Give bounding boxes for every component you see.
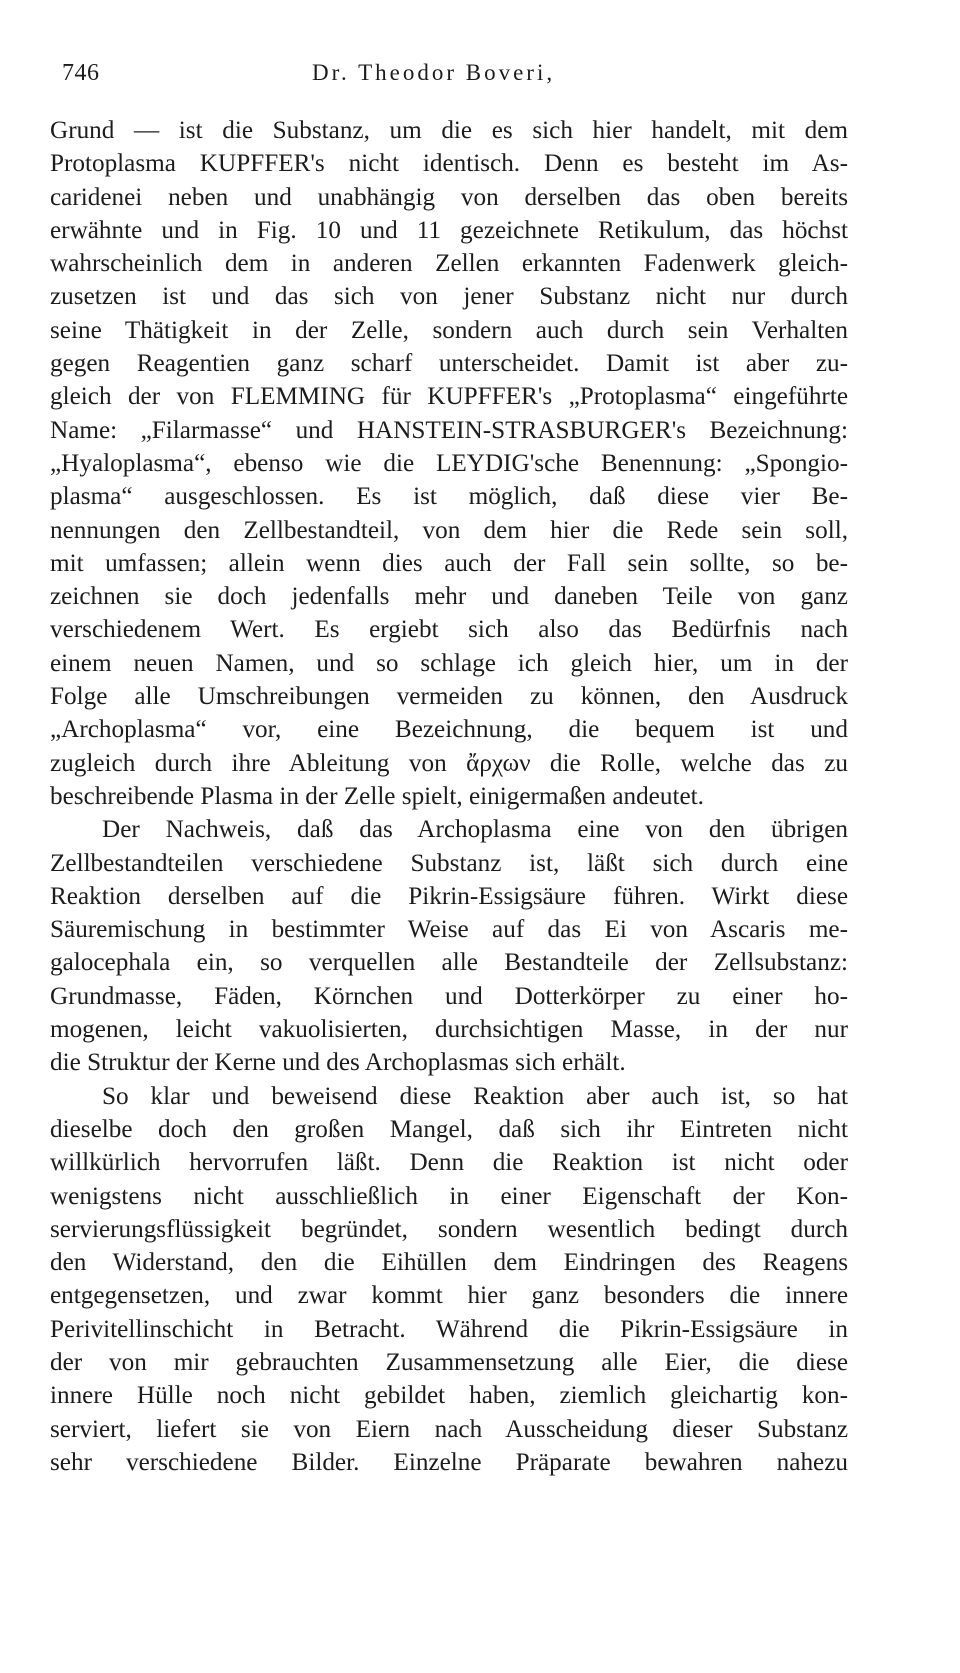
text-line: seine Thätigkeit in der Zelle, sondern auch durch sein Verhalten (50, 316, 848, 344)
text-line: plasma“ ausgeschlossen. Es ist möglich, daß diese vier Be- (50, 483, 848, 511)
running-title: Dr. Theodor Boveri, (312, 60, 556, 85)
text-line: Der Nachweis, daß das Archoplasma eine von den übrigen (102, 816, 848, 844)
text-line: serviert, liefert sie von Eiern nach Ausscheidung dieser Substanz (50, 1415, 848, 1443)
text-line: gleich der von FLEMMING für KUPFFER's „Protoplasma“ eingeführte (50, 383, 848, 411)
text-line: beschreibende Plasma in der Zelle spielt, einigermaßen andeutet. (50, 782, 704, 810)
text-line: Name: „Filarmasse“ und HANSTEIN-STRASBURGER's Bezeichnung: (50, 416, 848, 444)
text-line: zeichnen sie doch jedenfalls mehr und daneben Teile von ganz (50, 583, 848, 611)
text-line: willkürlich hervorrufen läßt. Denn die Reaktion ist nicht oder (50, 1149, 848, 1177)
text-line: der von mir gebrauchten Zusammensetzung alle Eier, die diese (50, 1348, 848, 1376)
text-line: galocephala ein, so verquellen alle Bestandteile der Zellsubstanz: (50, 949, 848, 977)
text-line: erwähnte und in Fig. 10 und 11 gezeichnete Retikulum, das höchst (50, 216, 848, 244)
text-line: den Widerstand, den die Eihüllen dem Eindringen des Reagens (50, 1249, 848, 1277)
text-line: „Hyaloplasma“, ebenso wie die LEYDIG'sche Benennung: „Spongio- (50, 449, 848, 477)
text-line: wenigstens nicht ausschließlich in einer Eigenschaft der Kon- (50, 1182, 848, 1210)
text-line: Reaktion derselben auf die Pikrin-Essigsäure führen. Wirkt diese (50, 882, 848, 910)
text-line: mit umfassen; allein wenn dies auch der Fall sein sollte, so be- (50, 549, 848, 577)
text-line: Säuremischung in bestimmter Weise auf das Ei von Ascaris me- (50, 916, 848, 944)
text-line: Grund — ist die Substanz, um die es sich hier handelt, mit dem (50, 117, 848, 144)
text-line: wahrscheinlich dem in anderen Zellen erkannten Fadenwerk gleich- (50, 250, 848, 278)
text-line: sehr verschiedene Bilder. Einzelne Präparate bewahren nahezu (50, 1448, 848, 1476)
text-line: Folge alle Umschreibungen vermeiden zu können, den Ausdruck (50, 683, 848, 711)
text-line: gegen Reagentien ganz scharf unterscheidet. Damit ist aber zu- (50, 350, 848, 378)
body-text (50, 114, 848, 1479)
text-line: die Struktur der Kerne und des Archoplasmas sich erhält. (50, 1049, 626, 1077)
text-line: dieselbe doch den großen Mangel, daß sich ihr Eintreten nicht (50, 1115, 848, 1143)
page-number: 746 (62, 60, 100, 86)
text-line: entgegensetzen, und zwar kommt hier ganz besonders die innere (50, 1282, 848, 1310)
text-line: mogenen, leicht vakuolisierten, durchsichtigen Masse, in der nur (50, 1016, 848, 1044)
text-line: zugleich durch ihre Ableitung von ἄρχων die Rolle, welche das zu (50, 749, 848, 777)
text-line: innere Hülle noch nicht gebildet haben, ziemlich gleichartig kon- (50, 1382, 848, 1410)
text-line: Perivitellinschicht in Betracht. Während die Pikrin-Essigsäure in (50, 1315, 848, 1343)
text-line: verschiedenem Wert. Es ergiebt sich also das Bedürfnis nach (50, 616, 848, 644)
text-line: nennungen den Zellbestandteil, von dem hier die Rede sein soll, (50, 516, 848, 544)
text-line: Zellbestandteilen verschiedene Substanz ist, läßt sich durch eine (50, 849, 848, 877)
text-line: Protoplasma KUPFFER's nicht identisch. Denn es besteht im As- (50, 150, 848, 178)
text-line: So klar und beweisend diese Reaktion aber auch ist, so hat (102, 1082, 848, 1110)
text-line: zusetzen ist und das sich von jener Substanz nicht nur durch (50, 283, 848, 311)
text-line: Grundmasse, Fäden, Körnchen und Dotterkörper zu einer ho- (50, 982, 848, 1010)
page-header (62, 58, 830, 92)
text-line: servierungsflüssigkeit begründet, sondern wesentlich bedingt durch (50, 1215, 848, 1243)
text-line: caridenei neben und unabhängig von derselben das oben bereits (50, 183, 848, 211)
text-line: „Archoplasma“ vor, eine Bezeichnung, die bequem ist und (50, 716, 848, 744)
text-line: einem neuen Namen, und so schlage ich gleich hier, um in der (50, 649, 848, 677)
